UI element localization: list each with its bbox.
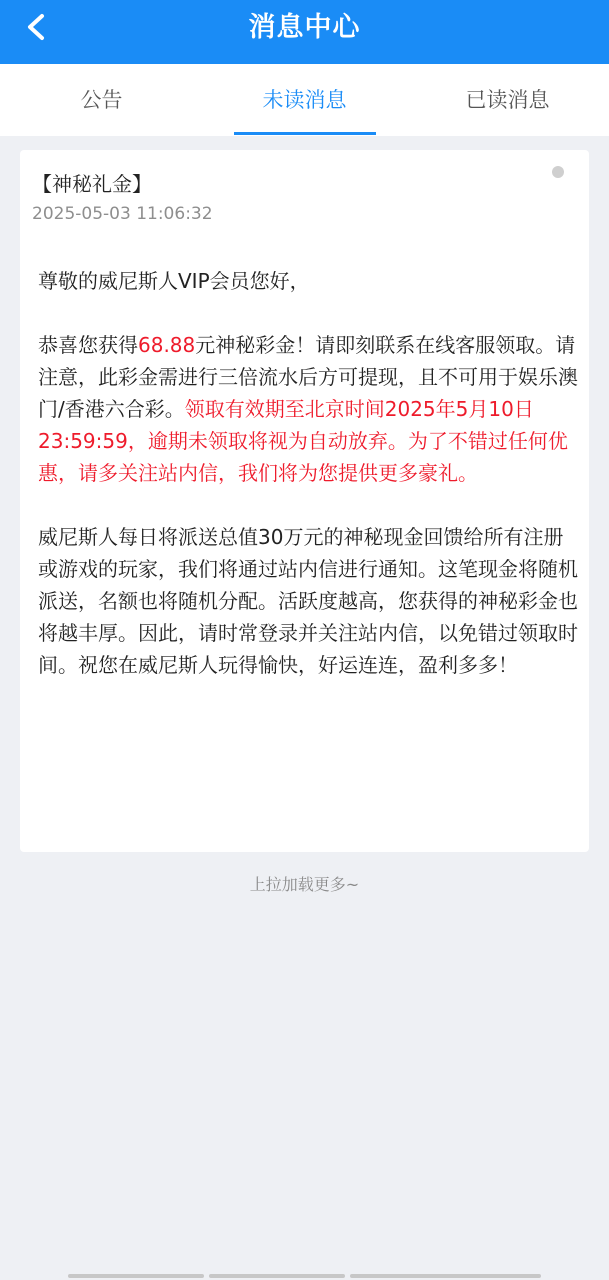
message-timestamp: 2025-05-03 11:06:32: [32, 204, 213, 224]
bonus-text-terms: 元神秘彩金！请即刻联系在线客服领取。请注意，此彩金需进行三倍流水后方可提现，且不可用于娱乐澳门/香港六合彩。: [38, 333, 578, 421]
tab-announcements[interactable]: 公告: [80, 88, 123, 112]
tab-read[interactable]: 已读消息: [465, 88, 550, 112]
bonus-text-lead: 恭喜您获得: [38, 333, 138, 357]
load-more-hint[interactable]: 上拉加载更多~: [249, 875, 360, 894]
unread-indicator: [552, 166, 564, 178]
active-tab-indicator: [234, 132, 376, 135]
message-paragraph-info: 威尼斯人每日将派送总值30万元的神秘现金回馈给所有注册或游戏的玩家，我们将通过站内信进行通知。这笔现金将随机派送，名额也将随机分配。活跃度越高，您获得的神秘彩金也将越丰厚。因此，请时常登录并关注站内信，以免错过领取时间。祝您在威尼斯人玩得愉快，好运连连，盈利多多！: [38, 525, 578, 677]
message-card[interactable]: [20, 150, 589, 852]
message-paragraph-bonus: [38, 329, 578, 489]
header-bar: [0, 0, 609, 64]
back-button[interactable]: [18, 10, 58, 50]
gesture-bar-segment: [350, 1274, 541, 1278]
tab-bar: [0, 64, 609, 136]
bonus-deadline-notice: 领取有效期至北京时间2025年5月10日23:59:59，逾期未领取将视为自动放弃。为了不错过任何优惠，请多关注站内信，我们将为您提供更多豪礼。: [38, 397, 568, 485]
message-greeting: 尊敬的威尼斯人VIP会员您好，: [38, 269, 310, 293]
message-body: [38, 265, 578, 681]
page-title: 消息中心: [248, 12, 361, 43]
message-title: 【神秘礼金】: [32, 172, 152, 196]
tab-unread[interactable]: 未读消息: [262, 88, 347, 112]
gesture-bar-segment: [209, 1274, 345, 1278]
chevron-left-icon: [18, 10, 58, 50]
bonus-amount: 68.88: [138, 333, 196, 357]
gesture-bar-segment: [68, 1274, 204, 1278]
